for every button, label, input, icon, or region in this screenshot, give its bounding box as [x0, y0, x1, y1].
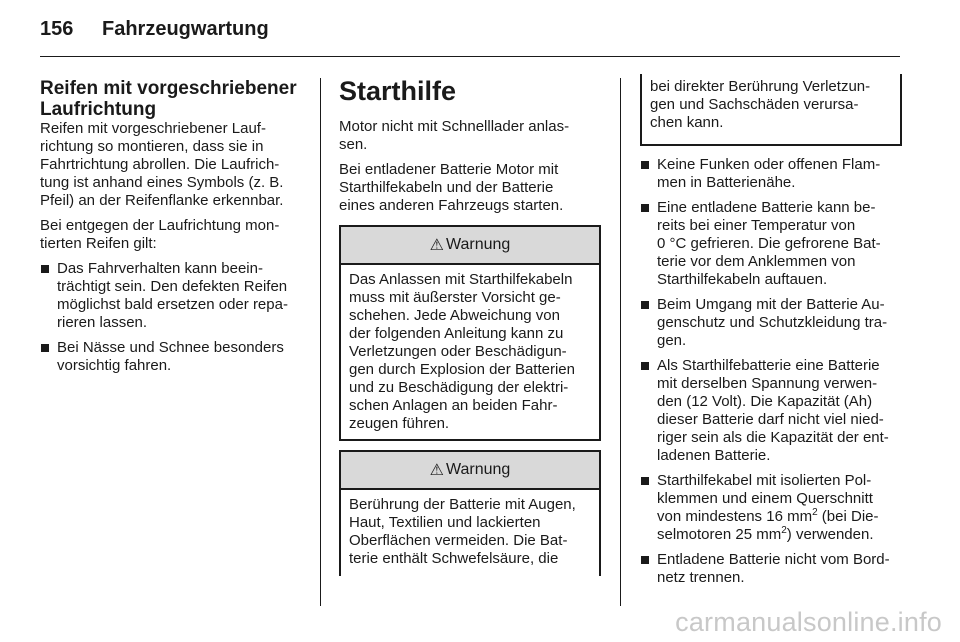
paragraph — [339, 161, 601, 215]
text-line: Pfeil) an der Reifenflanke erkennbar. — [40, 192, 284, 209]
square-bullet-icon — [41, 344, 49, 352]
list-item — [640, 357, 904, 465]
text-line: schehen. Jede Abweichung von — [349, 307, 560, 324]
text-line: Reifen mit vorgeschriebener Lauf- — [40, 120, 266, 137]
text-line: vorsichtig fahren. — [57, 357, 172, 374]
text-line: ladenen Batterie. — [657, 447, 771, 464]
column-divider-1 — [320, 78, 321, 606]
column-divider-2 — [620, 78, 621, 606]
text-line: reits bei einer Temperatur von — [657, 217, 856, 234]
text-line: gen und Sachschäden verursa- — [650, 96, 859, 113]
header-rule — [40, 56, 900, 57]
watermark: carmanualsonline.info — [675, 607, 942, 637]
square-bullet-icon — [641, 204, 649, 212]
list-item — [640, 156, 904, 192]
warning-body — [341, 265, 599, 433]
heading-line: Reifen mit vorgeschriebener — [40, 78, 297, 99]
list-item — [640, 199, 904, 289]
text-line: Starthilfekabel mit isolierten Pol- — [657, 472, 872, 489]
text-line: mit derselben Spannung verwen- — [657, 375, 878, 392]
square-bullet-icon — [641, 556, 649, 564]
heading-line: Laufrichtung — [40, 99, 157, 120]
superscript: 2 — [812, 507, 818, 518]
section-heading-laufrichtung — [40, 78, 308, 120]
section-heading-starthilfe: Starthilfe — [339, 76, 457, 106]
column-1 — [40, 78, 308, 382]
list-item — [40, 339, 308, 375]
text-line: bei direkter Berührung Verletzun- — [650, 78, 871, 95]
text-line: Eine entladene Batterie kann be- — [657, 199, 876, 216]
warning-body — [341, 490, 599, 568]
text-line: dieser Batterie darf nicht viel nied- — [657, 411, 884, 428]
text-fragment: von mindestens 16 mm — [657, 508, 813, 525]
text-line: rieren lassen. — [57, 314, 148, 331]
superscript: 2 — [781, 525, 787, 536]
text-line: Verletzungen oder Beschädigun- — [349, 343, 567, 360]
list-item — [40, 260, 308, 332]
text-line: Das Fahrverhalten kann beein- — [57, 260, 263, 277]
text-line: tierten Reifen gilt: — [40, 235, 157, 252]
text-line: chen kann. — [650, 114, 724, 131]
paragraph — [40, 217, 308, 253]
warning-header — [341, 452, 599, 490]
text-line: Als Starthilfebatterie eine Batterie — [657, 357, 880, 374]
text-fragment: (bei Die- — [817, 508, 879, 525]
text-line: möglichst bald ersetzen oder repa- — [57, 296, 288, 313]
text-line: richtung so montieren, dass sie in — [40, 138, 264, 155]
square-bullet-icon — [641, 477, 649, 485]
list-item — [640, 472, 904, 544]
text-line: gen durch Explosion der Batterien — [349, 361, 575, 378]
warning-box-2 — [339, 450, 601, 576]
square-bullet-icon — [641, 301, 649, 309]
text-line: men in Batterienähe. — [657, 174, 796, 191]
text-line: sen. — [339, 136, 368, 153]
paragraph — [339, 118, 601, 154]
text-line: Berührung der Batterie mit Augen, — [349, 496, 576, 513]
warning-box-1 — [339, 225, 601, 441]
text-line: trächtigt sein. Den defekten Reifen — [57, 278, 288, 295]
text-line: terie vor dem Anklemmen von — [657, 253, 856, 270]
warning-header — [341, 227, 599, 265]
text-line: tung ist anhand eines Symbols (z. B. — [40, 174, 284, 191]
text-line: muss mit äußerster Vorsicht ge- — [349, 289, 561, 306]
text-line: Starthilfekabeln auftauen. — [657, 271, 828, 288]
column-2 — [339, 76, 601, 222]
page-header — [40, 18, 269, 41]
text-line: netz trennen. — [657, 569, 745, 586]
text-fragment: selmotoren 25 mm — [657, 526, 782, 543]
page-title: Fahrzeugwartung — [102, 18, 269, 40]
page-number: 156 — [40, 18, 74, 40]
text-line: Bei entgegen der Laufrichtung mon- — [40, 217, 280, 234]
text-line: schen Anlagen an beiden Fahr- — [349, 397, 558, 414]
text-line: und zu Beschädigung der elektri- — [349, 379, 569, 396]
list-item — [640, 551, 904, 587]
square-bullet-icon — [41, 265, 49, 273]
text-line: Oberflächen vermeiden. Die Bat- — [349, 532, 568, 549]
text-line: gen. — [657, 332, 687, 349]
text-line: zeugen führen. — [349, 415, 450, 432]
text-line: den (12 Volt). Die Kapazität (Ah) — [657, 393, 873, 410]
warning-label: Warnung — [446, 236, 511, 253]
warning-box-2-continued — [640, 74, 902, 146]
text-line: 0 °C gefrieren. Die gefrorene Bat- — [657, 235, 881, 252]
square-bullet-icon — [641, 362, 649, 370]
warning-triangle-icon: ⚠ — [429, 462, 444, 479]
text-line: eines anderen Fahrzeugs starten. — [339, 197, 564, 214]
text-fragment: ) verwenden. — [786, 526, 874, 543]
square-bullet-icon — [641, 161, 649, 169]
text-line: Bei Nässe und Schnee besonders — [57, 339, 284, 356]
text-line: Bei entladener Batterie Motor mit — [339, 161, 559, 178]
bullet-list — [640, 156, 904, 587]
warning-body — [642, 74, 900, 132]
text-line: der folgenden Anleitung kann zu — [349, 325, 564, 342]
list-item — [640, 296, 904, 350]
bullet-list — [40, 260, 308, 375]
text-line: Das Anlassen mit Starthilfekabeln — [349, 271, 573, 288]
text-line: Entladene Batterie nicht vom Bord- — [657, 551, 890, 568]
text-line: genschutz und Schutzkleidung tra- — [657, 314, 888, 331]
warning-triangle-icon: ⚠ — [429, 237, 444, 254]
text-line: Motor nicht mit Schnelllader anlas- — [339, 118, 570, 135]
paragraph — [40, 120, 308, 210]
text-line: Keine Funken oder offenen Flam- — [657, 156, 881, 173]
column-3 — [640, 156, 904, 594]
text-line: Fahrtrichtung abrollen. Die Laufrich- — [40, 156, 280, 173]
text-line: riger sein als die Kapazität der ent- — [657, 429, 889, 446]
warning-label: Warnung — [446, 461, 511, 478]
text-line: klemmen und einem Querschnitt — [657, 490, 873, 507]
text-line: terie enthält Schwefelsäure, die — [349, 550, 559, 567]
text-line: Beim Umgang mit der Batterie Au- — [657, 296, 885, 313]
text-line: Haut, Textilien und lackierten — [349, 514, 541, 531]
text-line: Starthilfekabeln und der Batterie — [339, 179, 554, 196]
